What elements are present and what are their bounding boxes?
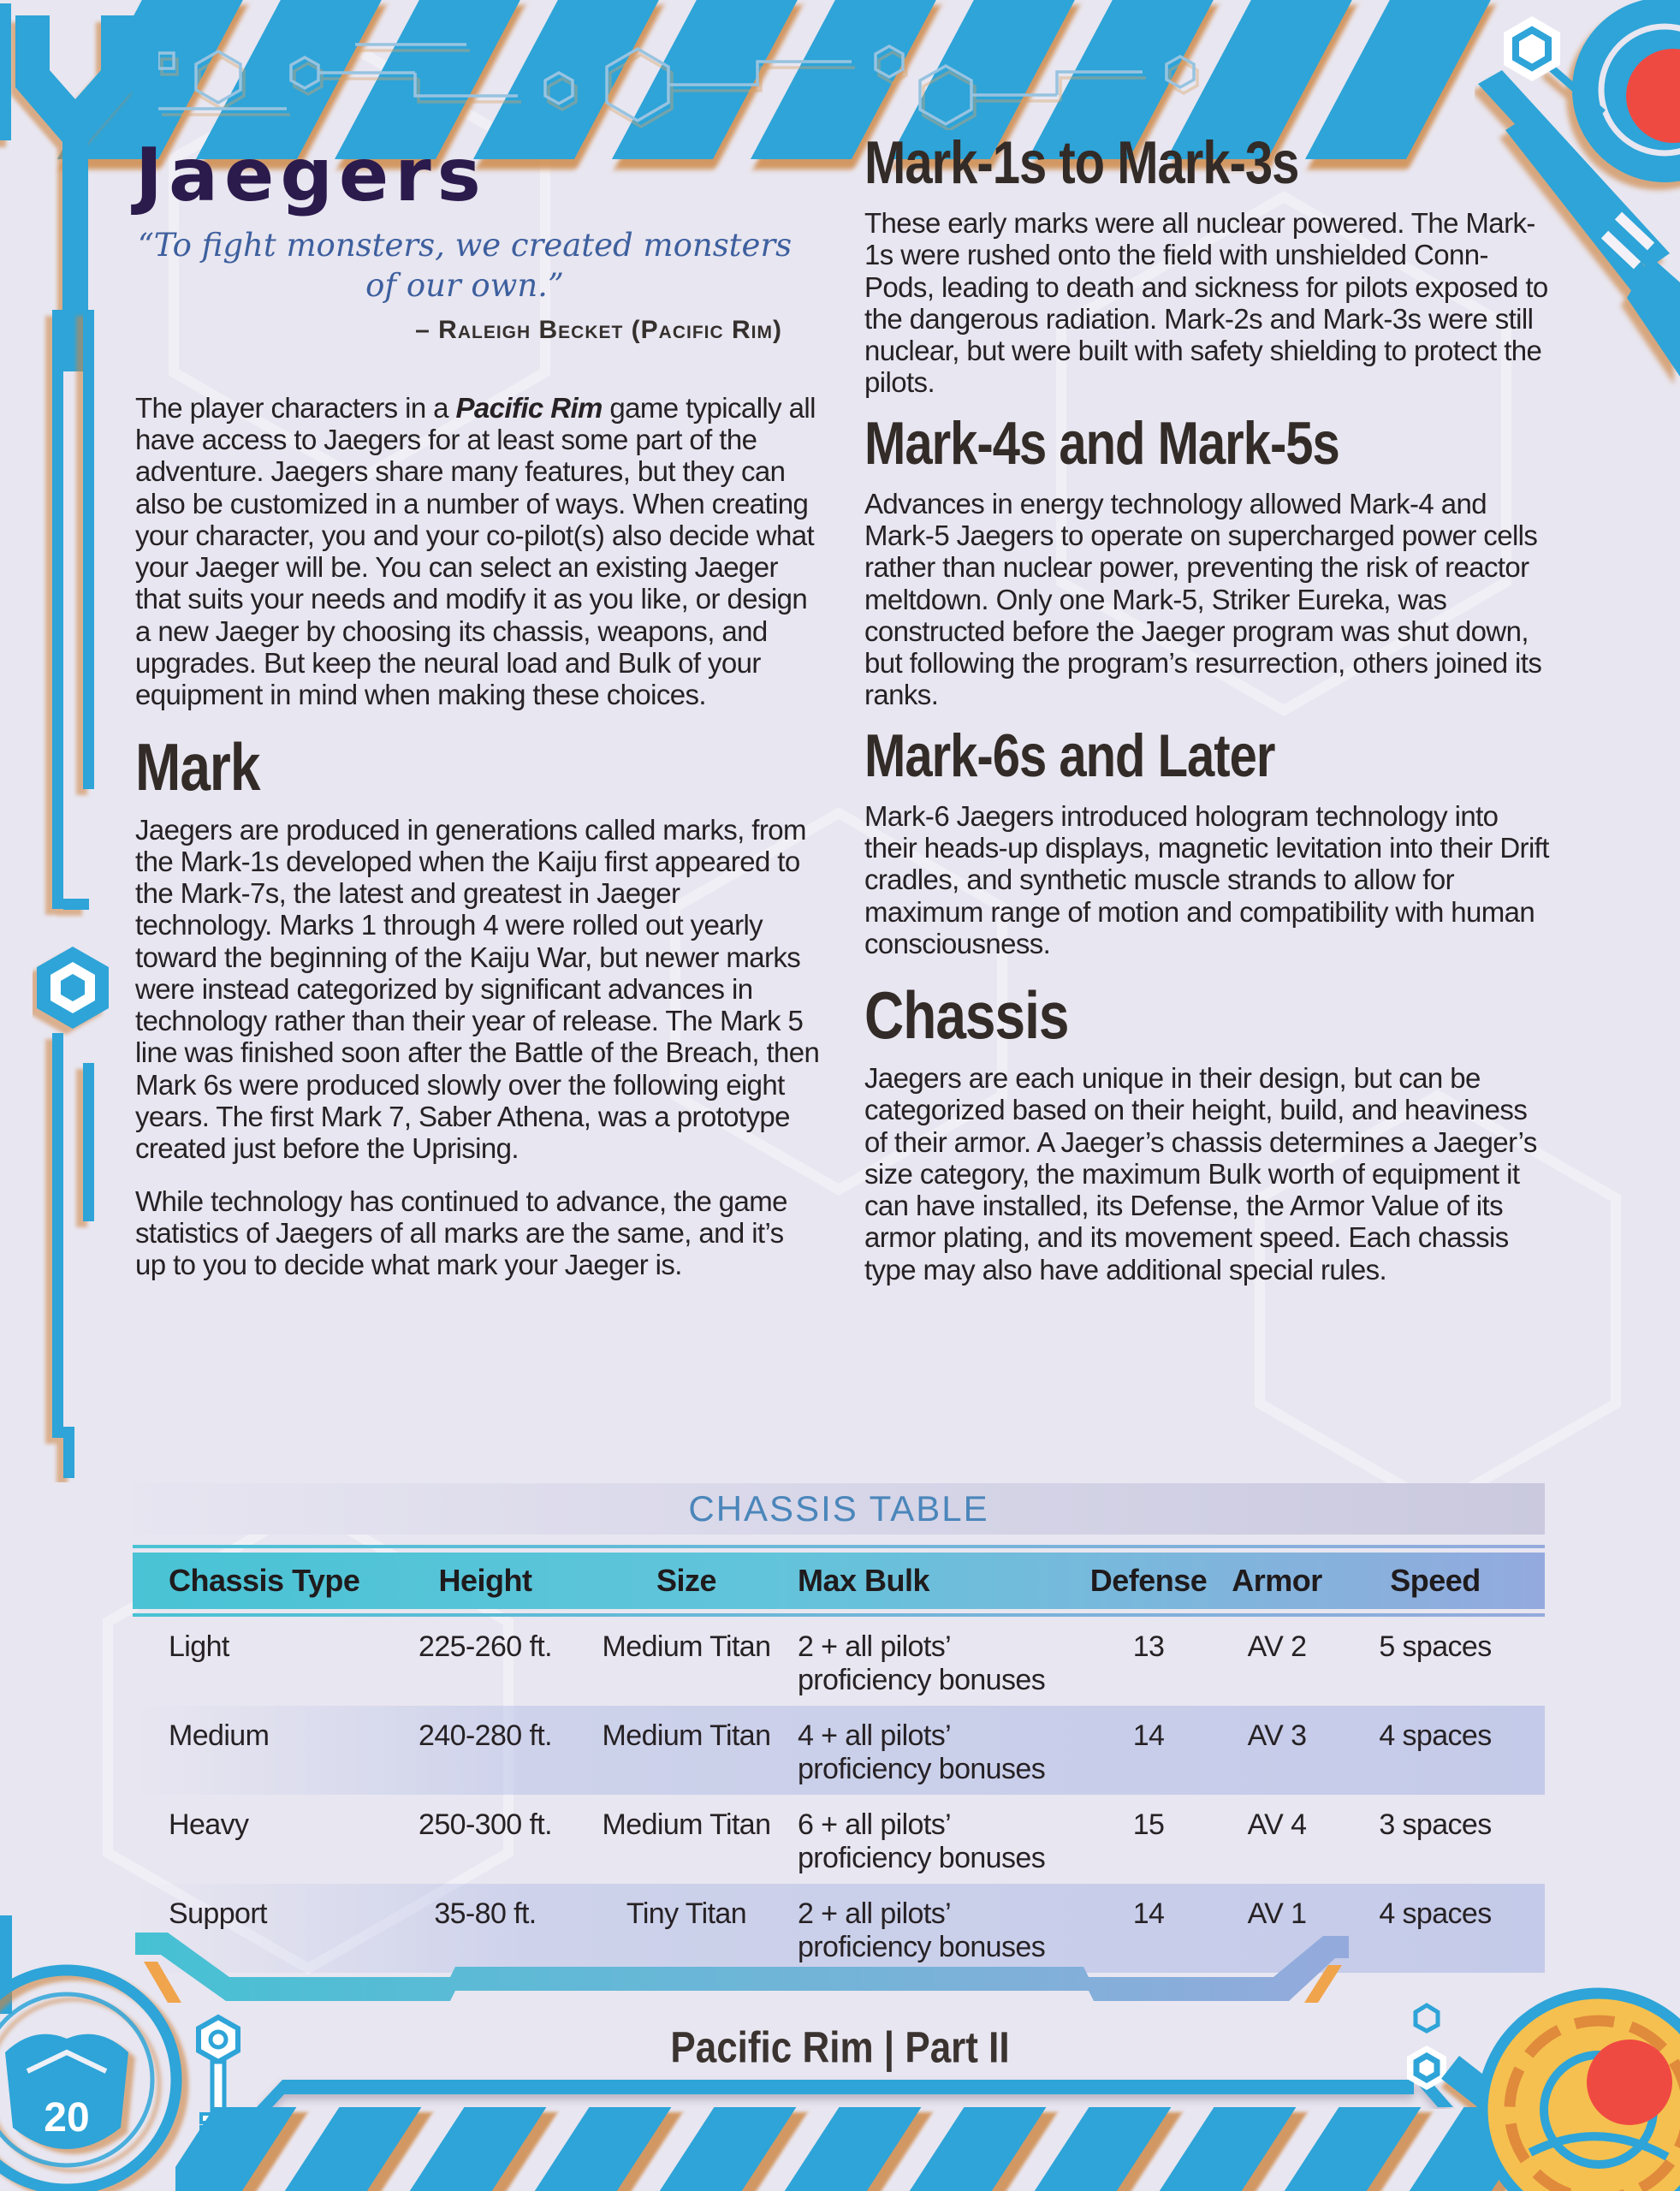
flower-icon [1470, 1981, 1680, 2191]
table-row [133, 1795, 1545, 1884]
max-bulk-note: proficiency bonuses [798, 1753, 1046, 1785]
section-heading-mark1-3: Mark-1s to Mark-3s [864, 128, 1299, 197]
right-column [864, 128, 1549, 1306]
cell-defense: 14 [1132, 1897, 1165, 1930]
cell-max-bulk [798, 1719, 1080, 1786]
section-heading-chassis: Chassis [864, 977, 1069, 1053]
column-header: Chassis Type [169, 1563, 360, 1598]
chassis-table [133, 1483, 1545, 1973]
cell-size: Tiny Titan [626, 1897, 747, 1930]
cell-armor: AV 3 [1247, 1719, 1307, 1752]
circuit-strip-icon [158, 27, 1237, 130]
max-bulk-note: proficiency bonuses [798, 1842, 1046, 1874]
cell-speed: 5 spaces [1379, 1630, 1492, 1663]
quote-line: of our own.” [365, 266, 564, 304]
cell-armor: AV 2 [1247, 1630, 1307, 1663]
cell-size: Medium Titan [602, 1630, 771, 1663]
cell-speed: 4 spaces [1379, 1719, 1492, 1752]
page-number: 20 [44, 2095, 90, 2141]
table-title: CHASSIS TABLE [133, 1483, 1545, 1535]
mark-paragraph-1: Jaegers are produced in generations called marks, from the Mark-1s developed when the Kaiju first appeared to the Mark-7s, the latest and greatest in Jaeger technology. Marks 1 through 4 were rolled out yearly toward the beginning of the Kaiju War, but newer marks were instead categorized by significant advances in technology rather than their year of release. The Mark 5 line was finished soon after the Battle of the Breach, then Mark 6s were produced slowly over the following eight years. The first Mark 7, Saber Athena, was a prototype created just before the Uprising. [135, 813, 820, 1165]
column-header: Armor [1232, 1563, 1322, 1598]
section-heading-mark4-5: Mark-4s and Mark-5s [864, 409, 1339, 478]
cell-height: 35-80 ft. [434, 1897, 537, 1930]
cell-chassis-type: Heavy [169, 1808, 249, 1841]
max-bulk-value: 2 + all pilots’ [798, 1630, 952, 1663]
page-title: Jaegers [135, 133, 487, 218]
max-bulk-value: 4 + all pilots’ [798, 1719, 952, 1752]
intro-emphasis: Pacific Rim [455, 391, 603, 424]
column-header: Defense [1089, 1563, 1208, 1598]
table-row [133, 1617, 1545, 1706]
max-bulk-value: 2 + all pilots’ [798, 1897, 952, 1930]
max-bulk-value: 6 + all pilots’ [798, 1808, 952, 1841]
cell-speed: 3 spaces [1379, 1808, 1492, 1841]
column-header: Height [438, 1563, 532, 1598]
cell-size: Medium Titan [602, 1808, 771, 1841]
section-heading-mark: Mark [135, 728, 260, 805]
column-header: Max Bulk [798, 1563, 930, 1598]
section-body: Advances in energy technology allowed Mark-4 and Mark-5 Jaegers to operate on supercharged power cells rather than nuclear power, preventing the risk of reactor meltdown. Only one Mark-5, Striker Eureka, was constructed before the Jaeger program was shut down, but following the program’s resurrection, others joined its ranks. [864, 487, 1542, 711]
cell-defense: 14 [1132, 1719, 1165, 1752]
cell-defense: 15 [1132, 1808, 1165, 1841]
bottom-stripes [175, 2107, 1545, 2191]
cell-chassis-type: Support [169, 1897, 267, 1930]
column-header: Speed [1390, 1563, 1481, 1598]
cell-height: 240-280 ft. [419, 1719, 552, 1752]
section-body: Mark-6 Jaegers introduced hologram technology into their heads-up displays, magnetic levitation into their Drift cradles, and synthetic muscle strands to allow for maximum range of motion and compatibility with human consciousness. [864, 799, 1549, 959]
table-row [133, 1706, 1545, 1795]
cell-size: Medium Titan [602, 1719, 771, 1752]
cell-max-bulk [798, 1808, 1080, 1875]
cell-defense: 13 [1132, 1630, 1165, 1663]
cell-height: 250-300 ft. [419, 1808, 552, 1841]
section-body: Jaegers are each unique in their design, but can be categorized based on their height, build, and heaviness of their armor. A Jaeger’s chassis determines a Jaeger’s size category, the maximum Bulk worth of equipment it can have installed, its Defense, the Armor Value of its armor plating, and its movement speed. Each chassis type may also have additional special rules. [864, 1062, 1537, 1286]
circuit-line-icon [33, 310, 135, 1482]
footer-bar [257, 2069, 1455, 2109]
max-bulk-note: proficiency bonuses [798, 1931, 1046, 1963]
cell-chassis-type: Medium [169, 1719, 270, 1752]
intro-paragraph [135, 392, 820, 711]
cell-max-bulk [798, 1630, 1080, 1697]
quote-attribution: – Raleigh Becket (Pacific Rim) [415, 316, 782, 345]
divider-line [110, 1927, 1351, 2009]
column-header: Size [656, 1563, 717, 1598]
cell-armor: AV 4 [1247, 1808, 1307, 1841]
max-bulk-note: proficiency bonuses [798, 1664, 1046, 1696]
cell-armor: AV 1 [1247, 1897, 1307, 1930]
section-heading-mark6: Mark-6s and Later [864, 721, 1275, 790]
left-column [135, 135, 820, 1301]
table-header-row [133, 1553, 1545, 1609]
cell-speed: 4 spaces [1379, 1897, 1492, 1930]
intro-text: The player characters in a [135, 391, 456, 424]
quote-line: “To fight monsters, we created monsters [137, 226, 793, 264]
quote-block [135, 225, 794, 347]
cell-height: 225-260 ft. [419, 1630, 552, 1663]
cell-chassis-type: Light [169, 1630, 229, 1663]
section-body: These early marks were all nuclear powered. The Mark-1s were rushed onto the field with unshielded Conn-Pods, leading to death and sickness for pilots exposed to the dangerous radiation. Mark-2s and Mark-3s were still nuclear, but were built with safety shielding to protect the pilots. [864, 207, 1548, 399]
mark-paragraph-2: While technology has continued to advance, the game statistics of Jaegers of all marks are the same, and it’s up to you to decide what mark your Jaeger is. [135, 1185, 787, 1281]
intro-text: game typically all have access to Jaegers for at least some part of the adventure. Jaegers share many features, but they can also be customized in a number of ways. When creating your character, you and your co-pilot(s) also decide what your Jaeger will be. You can select an existing Jaeger that suits your needs and modify it as you like, or design a new Jaeger by choosing its chassis, weapons, and upgrades. But keep the neural load and Bulk of your equipment in mind when making these choices. [135, 391, 816, 711]
footer-text: Pacific Rim | Part II [670, 2023, 1010, 2072]
